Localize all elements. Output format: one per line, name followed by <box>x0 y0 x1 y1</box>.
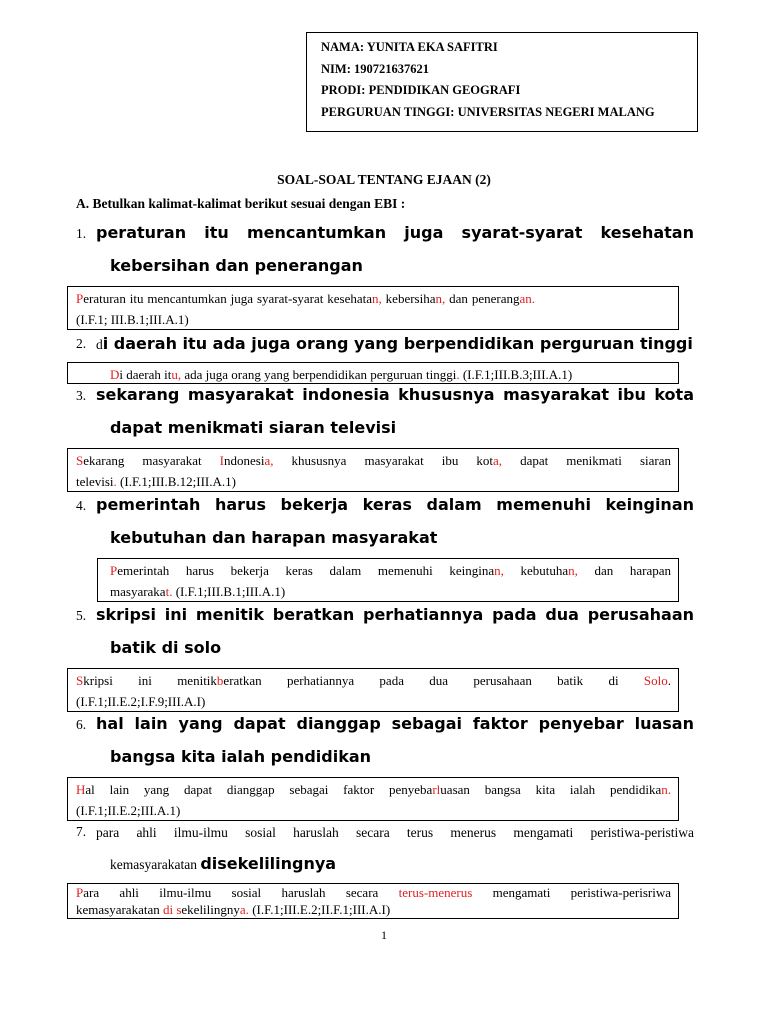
question-number: 7. <box>76 824 87 839</box>
answer-reference: (I.F.1;III.E.2;II.F.1;III.A.I) <box>248 901 391 917</box>
answer-reference: (I.F.1;II.E.2;I.F.9;III.A.I) <box>76 694 206 709</box>
answer-box: Sekarang masyarakat Indonesia, khususnya masyarakat ibu kota, dapat menikmati siaran televisi. (I.F.1;III.B.12;III.A.1) <box>67 448 679 492</box>
answer-reference: (I.F.1; III.B.1;III.A.1) <box>76 312 189 327</box>
page-number: 1 <box>381 928 387 942</box>
answer-reference: (I.F.1;II.E.2;III.A.1) <box>76 803 181 818</box>
answer-box: Pemerintah harus bekerja keras dalam memenuhi keinginan, kebutuhan, dan harapan masyarakat. (I.F.1;III.B.1;III.A.1) <box>97 558 679 602</box>
question-number: 1. <box>76 226 87 241</box>
identity-prodi: PRODI: PENDIDIKAN GEOGRAFI <box>321 83 521 97</box>
question-number: 6. <box>76 717 87 732</box>
identity-nim: NIM: 190721637621 <box>321 61 429 76</box>
identity-name: NAMA: YUNITA EKA SAFITRI <box>321 40 498 54</box>
answer-reference: (I.F.1;III.B.1;III.A.1) <box>172 584 286 599</box>
question-text: kemasyarakatan disekelilingnya <box>110 854 337 873</box>
answer-box: Di daerah itu, ada juga orang yang berpendidikan perguruan tinggi. (I.F.1;III.B.3;III.A.1) <box>67 362 679 384</box>
identity-box <box>306 32 698 132</box>
question-text: peraturan itu mencantumkan juga syarat-syarat kesehatan <box>96 223 694 242</box>
question-text: sekarang masyarakat indonesia khususnya masyarakat ibu kota <box>96 385 694 404</box>
identity-university: PERGURUAN TINGGI: UNIVERSITAS NEGERI MALANG <box>321 104 655 119</box>
answer-box: Skripsi ini menitikberatkan perhatiannya pada dua perusahaan batik di Solo. (I.F.1;II.E.2;I.F.9;III.A.I) <box>67 668 679 712</box>
question-text: kebersihan dan penerangan <box>110 256 363 275</box>
question-number: 4. <box>76 498 87 513</box>
question-number: 5. <box>76 608 87 623</box>
question-text: dapat menikmati siaran televisi <box>110 418 397 437</box>
question-number: 2. <box>76 336 87 351</box>
answer-box: Hal lain yang dapat dianggap sebagai faktor penyebarluasan bangsa kita ialah pendidikan. (I.F.1;II.E.2;III.A.1) <box>67 777 679 821</box>
question-text: kebutuhan dan harapan masyarakat <box>110 528 438 547</box>
question-text: batik di solo <box>110 638 222 657</box>
answer-reference: (I.F.1;III.B.12;III.A.1) <box>116 474 236 489</box>
question-text: skripsi ini menitik beratkan perhatiannya pada dua perusahaan <box>96 605 694 624</box>
section-instruction: A. Betulkan kalimat-kalimat berikut sesuai dengan EBI : <box>76 196 406 211</box>
question-text: pemerintah harus bekerja keras dalam memenuhi keinginan <box>96 495 694 514</box>
document-title: SOAL-SOAL TENTANG EJAAN (2) <box>277 172 491 187</box>
question-number: 3. <box>76 388 87 403</box>
question-text: di daerah itu ada juga orang yang berpendidikan perguruan tinggi <box>96 334 693 353</box>
question-text: hal lain yang dapat dianggap sebagai faktor penyebar luasan <box>96 714 694 733</box>
question-text: para ahli ilmu-ilmu sosial haruslah secara terus menerus mengamati peristiwa-peristiwa <box>96 825 694 840</box>
answer-box: Peraturan itu mencantumkan juga syarat-syarat kesehatan, kebersihan, dan penerangan. (I.F.1; III.B.1;III.A.1) <box>67 286 679 330</box>
answer-box: Para ahli ilmu-ilmu sosial haruslah secara terus-menerus mengamati peristiwa-perisriwa kemasyarakatan di sekelilingnya. (I.F.1;III.E.2;II.F.1;III.A.I) <box>67 883 679 919</box>
question-text: bangsa kita ialah pendidikan <box>110 747 372 766</box>
